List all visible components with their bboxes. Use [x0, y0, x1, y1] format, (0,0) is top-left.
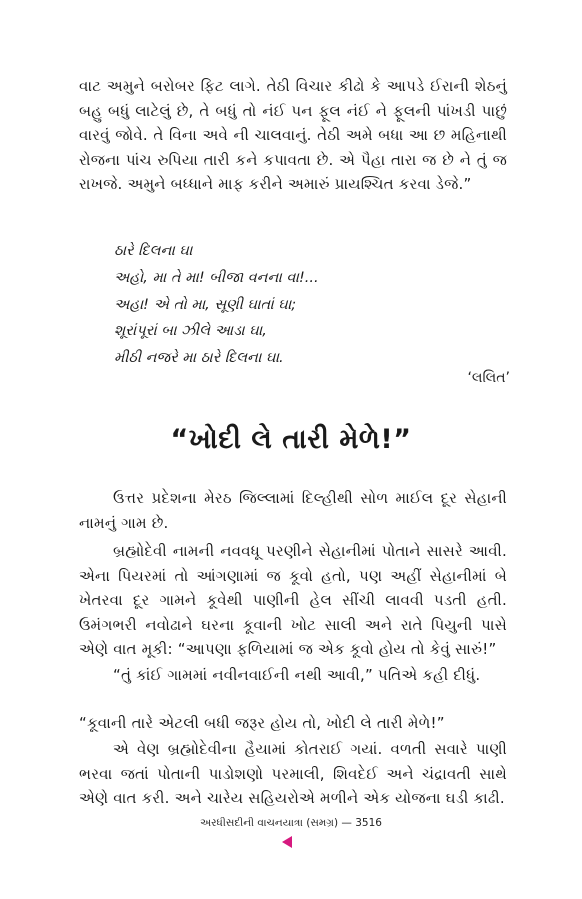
page-footer: અરધીસદીની વાચનયાત્રા (સમગ્ર) — 3516 [200, 817, 382, 829]
paragraph: “કૂવાની તારે એટલી બધી જરૂર હોય તો, ખોદી લે તારી મેળે!” [79, 714, 445, 732]
paragraph-letter-ending: વાટ અમુને બરોબર ફિટ લાગે. તેઠી વિચાર કીઢો કે આપડે ઈરાની શેઠનું બહુ બધું લાટેલું છે, તે બધું તો નંઈ પન ફૂલ નંઈ ને ફૂલની પાંખડી પાછું વારવું જોવે. તે વિના અવે ની ચાલવાનું. તેઠી અમે બધા આ છ મહિનાથી રોજના પાંચ રુપિયા તારી કને કપાવતા છે. એ પૈહા તારા જ છે ને તું જ રાખજે. અમુને બધ્ધાને માફ કરીને અમારું પ્રાયશ્ચિત કરવા ડેજે.” [79, 77, 507, 193]
paragraph: “તું કાંઈ ગામમાં નવીનવાઈની નથી આવી,” પતિએ કહી દીધું. [113, 666, 481, 684]
poem-attribution: ‘લલિત’ [467, 370, 510, 386]
paragraph: બ્રહ્મોદેવી નામની નવવધૂ પરણીને સેહાનીમાં પોતાને સાસરે આવી. એના પિયરમાં તો આંગણામાં જ કૂવો હતો, પણ અહીં સેહાનીમાં બે ખેતરવા દૂર ગામને કૂવેથી પાણીની હેલ સીંચી લાવવી પડતી હતી. ઉમંગભરી નવોઢાને ઘરના કૂવાની ખોટ સાલી અને રાતે પિયુની પાસે એણે વાત મૂકી: “આપણા ફળિયામાં જ એક કૂવો હોય તો કેવું સારું!” [79, 542, 507, 658]
poem-line: ઠારે દિલના ઘા [114, 243, 193, 259]
paragraph: ઉત્તર પ્રદેશના મેરઠ જિલ્લામાં દિલ્હીથી સોળ માઈલ દૂર સેહાની નામનું ગામ છે. [79, 489, 507, 532]
poem-line: અહા! એ તો મા, સૂણી ઘાતાં ઘા; [114, 296, 297, 313]
poem-stanza [114, 238, 319, 372]
poem-line: અહો, મા તે મા! બીજા વનના વા!... [114, 269, 319, 286]
poem-line: મીઠી નજરે મા ઠારે દિલના ઘા. [114, 350, 284, 367]
previous-page-arrow-icon[interactable] [282, 836, 292, 848]
story-title: “ખોદી લે તારી મેળે!” [170, 424, 412, 455]
poem-line: શૂરાંપૂરાં બા ઝીલે આડા ઘા, [114, 323, 267, 340]
paragraph: એ વેણ બ્રહ્મોદેવીના હૈયામાં કોતરાઈ ગયાં. વળતી સવારે પાણી ભરવા જતાં પોતાની પાડોશણો પરમાલી, શિવદેઈ અને ચંદ્રાવતી સાથે એણે વાત કરી. અને ચારેય સહિયરોએ મળીને એક યોજના ઘડી કાઢી. [79, 740, 507, 807]
